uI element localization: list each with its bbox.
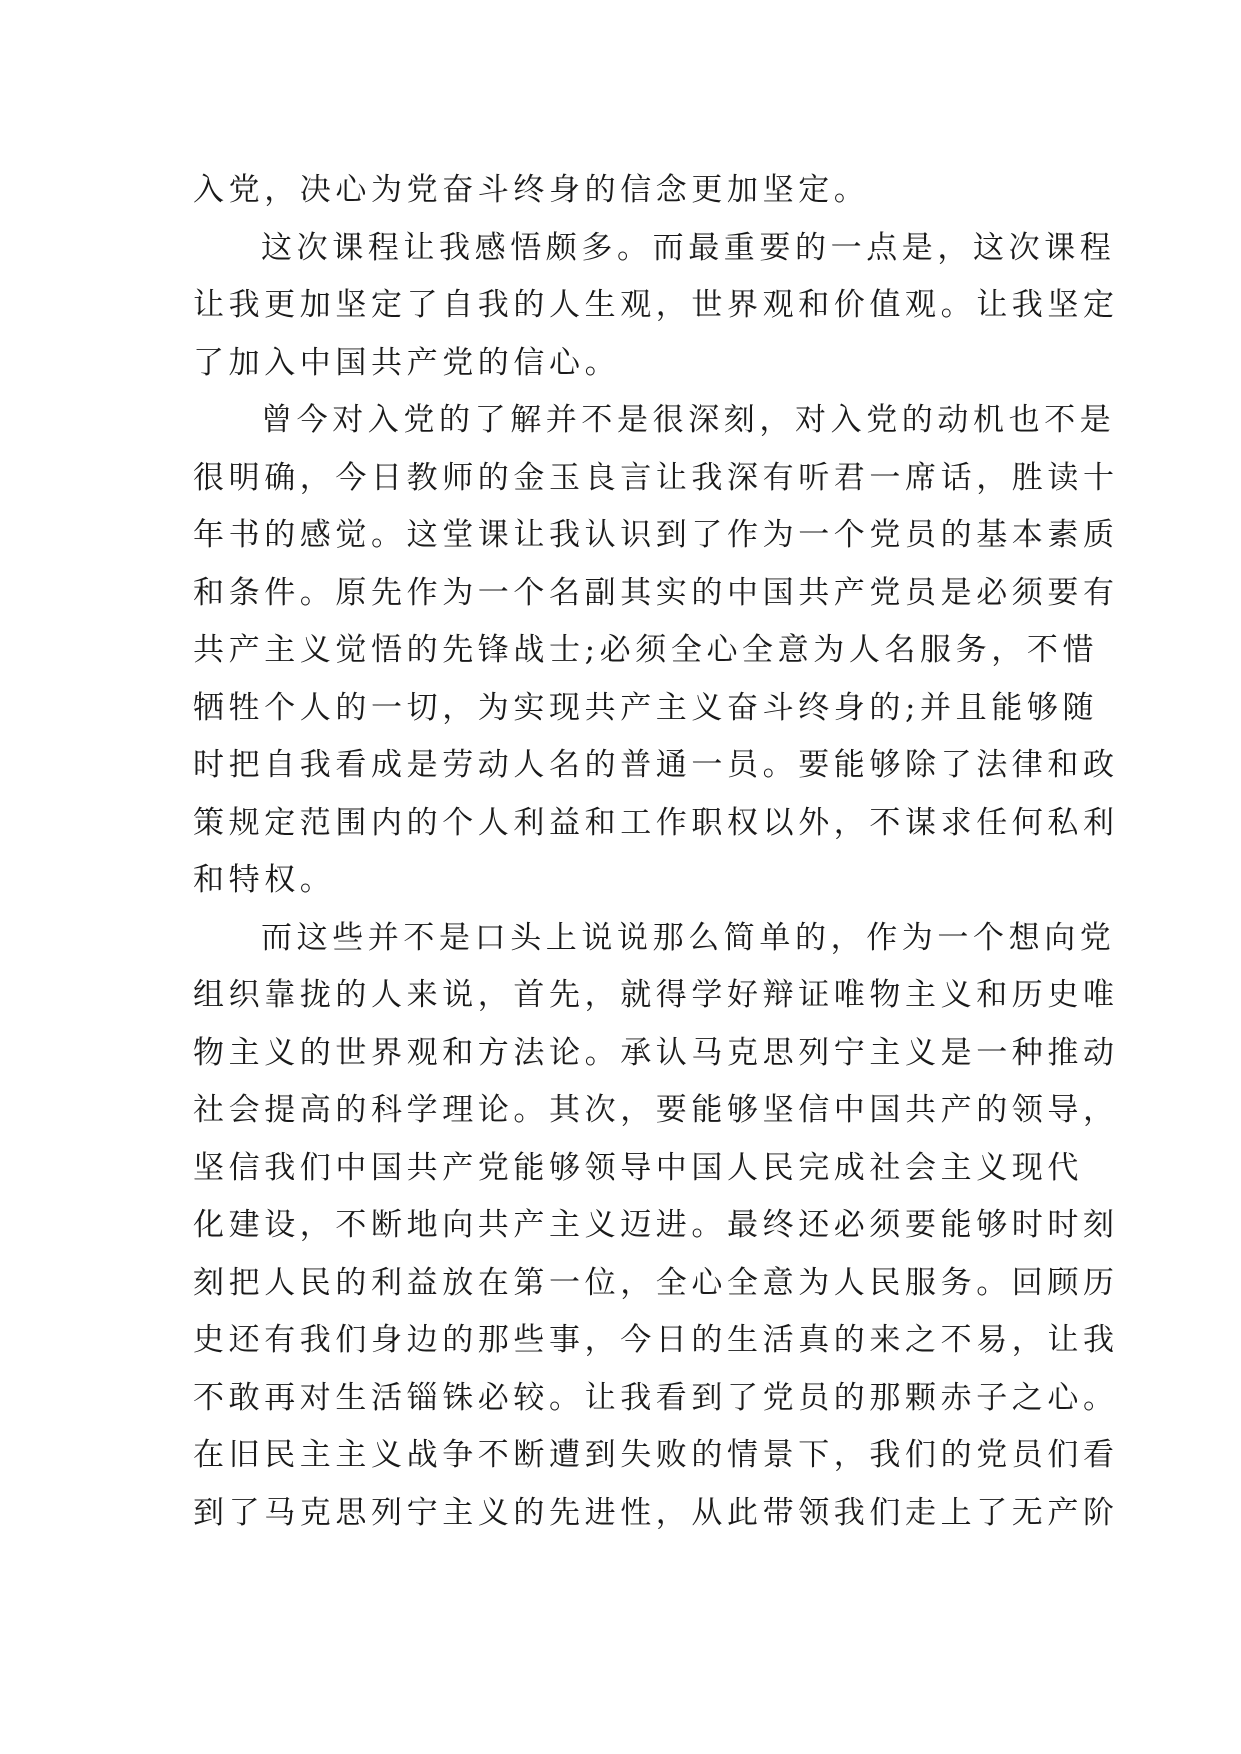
text-line: 曾今对入党的了解并不是很深刻，对入党的动机也不是 bbox=[261, 402, 1116, 438]
text-line: 而这些并不是口头上说说那么简单的，作为一个想向党 bbox=[261, 919, 1116, 956]
text-line: 让我更加坚定了自我的人生观，世界观和价值观。让我坚定 bbox=[193, 287, 1119, 323]
text-line: 策规定范围内的个人利益和工作职权以外，不谋求任何私利 bbox=[193, 804, 1119, 841]
text-line: 了加入中国共产党的信心。 bbox=[193, 344, 621, 381]
text-line: 很明确，今日教师的金玉良言让我深有听君一席话，胜读十 bbox=[193, 459, 1119, 496]
text-line: 牺牲个人的一切，为实现共产主义奋斗终身的;并且能够随 bbox=[193, 689, 1099, 726]
text-line: 时把自我看成是劳动人名的普通一员。要能够除了法律和政 bbox=[193, 747, 1119, 783]
text-line: 组织靠拢的人来说，首先，就得学好辩证唯物主义和历史唯 bbox=[193, 977, 1119, 1013]
text-line: 和特权。 bbox=[193, 862, 336, 898]
document-body bbox=[193, 162, 1119, 1542]
text-line: 年书的感觉。这堂课让我认识到了作为一个党员的基本素质 bbox=[193, 517, 1119, 553]
text-line: 和条件。原先作为一个名副其实的中国共产党员是必须要有 bbox=[193, 574, 1119, 611]
text-line: 入党，决心为党奋斗终身的信念更加坚定。 bbox=[193, 172, 870, 208]
text-line: 社会提高的科学理论。其次，要能够坚信中国共产的领导， bbox=[193, 1092, 1119, 1128]
text-line: 史还有我们身边的那些事，今日的生活真的来之不易，让我 bbox=[193, 1322, 1119, 1358]
text-line: 刻把人民的利益放在第一位，全心全意为人民服务。回顾历 bbox=[193, 1264, 1119, 1301]
text-line: 物主义的世界观和方法论。承认马克思列宁主义是一种推动 bbox=[193, 1034, 1119, 1071]
text-line: 在旧民主主义战争不断遭到失败的情景下，我们的党员们看 bbox=[193, 1437, 1119, 1473]
text-line: 到了马克思列宁主义的先进性，从此带领我们走上了无产阶 bbox=[193, 1494, 1119, 1531]
text-line: 不敢再对生活锱铢必较。让我看到了党员的那颗赤子之心。 bbox=[193, 1379, 1119, 1416]
text-line: 共产主义觉悟的先锋战士;必须全心全意为人名服务，不惜 bbox=[193, 632, 1099, 668]
text-line: 化建设，不断地向共产主义迈进。最终还必须要能够时时刻 bbox=[193, 1207, 1119, 1243]
text-line: 这次课程让我感悟颇多。而最重要的一点是，这次课程 bbox=[261, 229, 1116, 266]
text-line: 坚信我们中国共产党能够领导中国人民完成社会主义现代 bbox=[193, 1149, 1083, 1186]
